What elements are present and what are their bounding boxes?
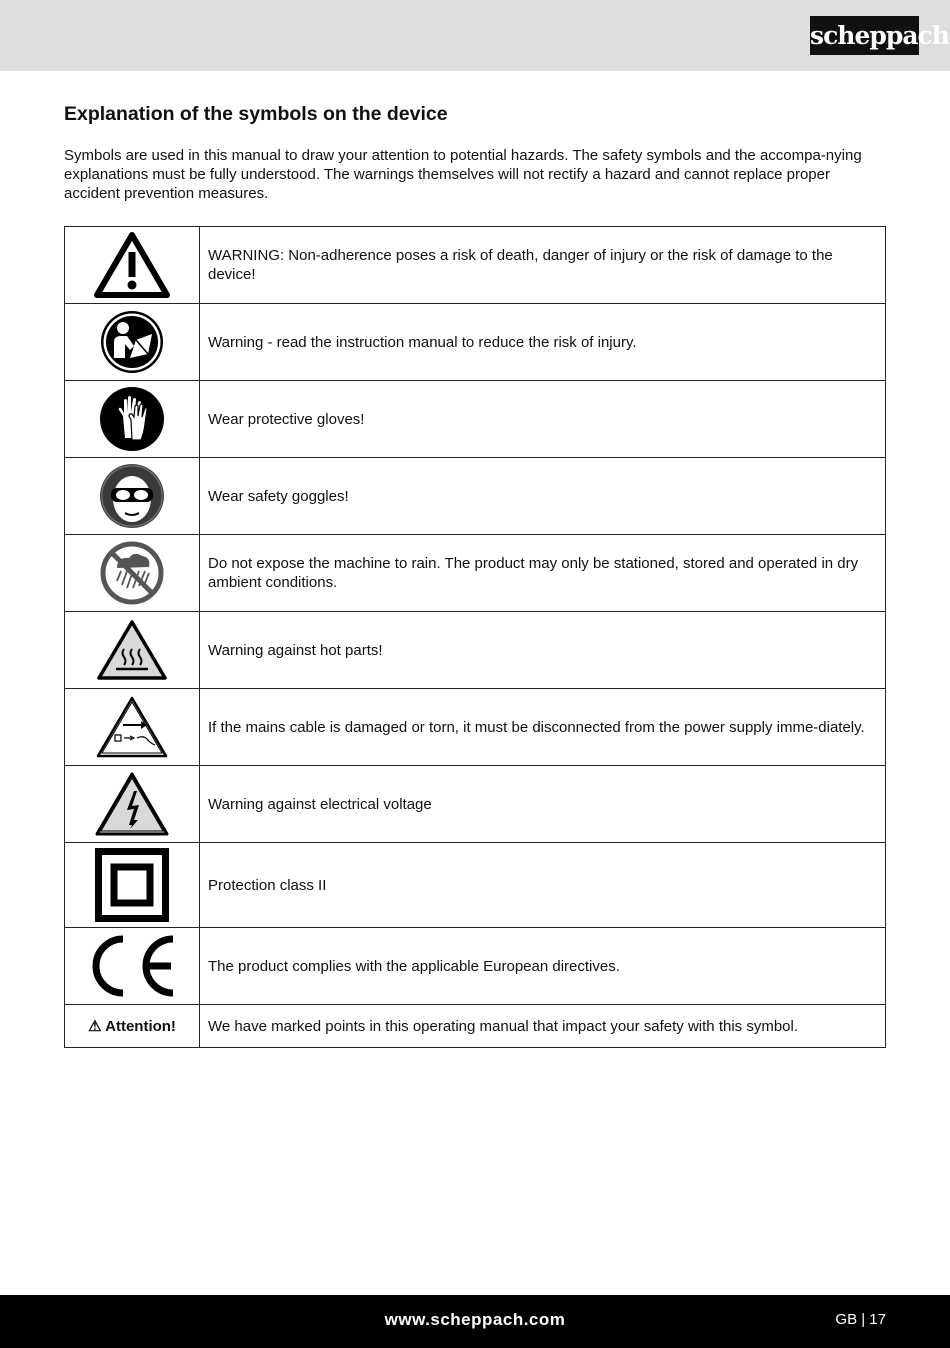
hot-surface-icon — [96, 619, 168, 681]
symbol-description: Warning against electrical voltage — [200, 766, 886, 843]
table-row — [65, 227, 886, 304]
symbol-description: The product complies with the applicable European directives. — [200, 928, 886, 1005]
symbol-description: Do not expose the machine to rain. The product may only be stationed, stored and operated in dry ambient conditions. — [200, 535, 886, 612]
table-row — [65, 689, 886, 766]
scheppach-logo: scheppach — [810, 16, 919, 55]
table-row — [65, 535, 886, 612]
disconnect-plug-icon — [95, 695, 169, 759]
table-row — [65, 766, 886, 843]
attention-description: We have marked points in this operating manual that impact your safety with this symbol. — [200, 1005, 886, 1048]
table-row — [65, 1005, 886, 1048]
table-row — [65, 612, 886, 689]
symbol-description: WARNING: Non-adherence poses a risk of death, danger of injury or the risk of damage to the device! — [200, 227, 886, 304]
table-row — [65, 928, 886, 1005]
table-row — [65, 843, 886, 928]
attention-label: ⚠ Attention! — [65, 1005, 200, 1048]
symbol-description: Wear safety goggles! — [200, 458, 886, 535]
protective-gloves-icon — [99, 386, 165, 452]
website-link[interactable]: www.scheppach.com — [384, 1310, 566, 1329]
symbol-description: If the mains cable is damaged or torn, it must be disconnected from the power supply imme-diately. — [200, 689, 886, 766]
protection-class-ii-icon — [95, 848, 169, 922]
symbol-description: Wear protective gloves! — [200, 381, 886, 458]
symbol-description: Warning - read the instruction manual to reduce the risk of injury. — [200, 304, 886, 381]
symbols-table — [64, 226, 886, 1048]
no-rain-icon — [99, 540, 165, 606]
symbol-description: Protection class II — [200, 843, 886, 928]
page-footer — [0, 1295, 950, 1348]
read-manual-icon — [100, 310, 164, 374]
general-warning-triangle-icon — [94, 232, 170, 298]
safety-goggles-icon — [99, 463, 165, 529]
page-header — [0, 0, 950, 71]
intro-paragraph: Symbols are used in this manual to draw your attention to potential hazards. The safety symbols and the accompa-nying explanations must be fully understood. The warnings themselves will not rectify a hazard and cannot replace proper accident prevention measures. — [64, 147, 862, 202]
symbol-description: Warning against hot parts! — [200, 612, 886, 689]
table-row — [65, 381, 886, 458]
table-row — [65, 304, 886, 381]
page-title: Explanation of the symbols on the device — [64, 103, 448, 125]
table-row — [65, 458, 886, 535]
electrical-voltage-icon — [94, 771, 170, 837]
page-number: GB | 17 — [835, 1311, 886, 1328]
ce-mark-icon — [85, 933, 179, 999]
